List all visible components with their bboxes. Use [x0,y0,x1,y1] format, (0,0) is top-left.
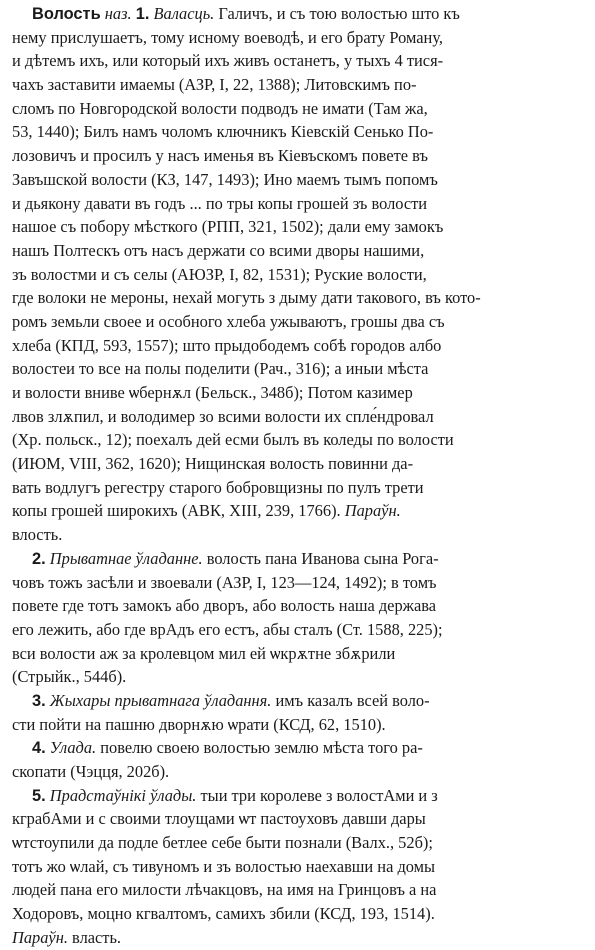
quote-line: чахъ заставити имаемы (АЗР, І, 22, 1388); Литовскимъ по- [12,75,417,95]
quote-line-last [12,499,581,523]
quote-line: и волости вниве ѡбернѫл (Бельск., 348б); Потом казимер [12,383,413,402]
quote-line: човъ тожъ засѣли и звоевали (АЗР, І, 123—124, 1492); в томъ [12,572,437,592]
quote-line: и дѣтемъ ихъ, или который ихъ живъ останетъ, у тыхъ 4 тися- [12,51,444,71]
quote-line: ѡтстоупили да подле бетлее себе быти познали (Валх., 52б); [12,833,433,853]
sense-gloss: Прадстаўнікі ўлады. [49,785,197,805]
quote-line: лозовичъ и просилъ у насъ именья въ Кіевъскомъ повете въ [12,146,428,166]
quote-line: ромъ земьли своее и особного хлеба ужываютъ, грошы два съ [12,311,445,331]
quote-line: лвов злѫпил, и володимер зо всими волости их спле́ндровал [12,406,434,426]
sense-3 [12,689,581,736]
sense-3-line-1 [12,689,581,713]
compare-line [12,926,581,950]
sense-gloss: Улада. [49,738,97,758]
quote-text: имъ казалъ всей воло- [275,690,430,710]
quote-text: копы грошей широкихъ (АВК, XIII, 239, 1766). [12,501,341,521]
part-of-speech: наз. [104,4,132,23]
sense-gloss: Жыхары прыватнага ўладання. [49,690,272,710]
sense-number: 4. [32,739,46,758]
sense-1-line-1 [12,2,581,26]
sense-number: 2. [32,549,46,568]
quote-line: тотъ жо ѡлай, съ тивуномъ и зъ волостью наехавши на домы [12,856,436,876]
quote-text: Галичъ, и съ тою волостью што къ [218,4,460,23]
quote-line: кграбАми и с своими тлоущами ѡт пастоуховъ давши дары [12,809,426,829]
sense-5 [12,784,581,950]
quote-line: вать водлугъ регестру старого бобровщизны по пулъ трети [12,477,424,497]
compare-word: власть. [72,927,122,947]
compare-word: влость. [12,525,63,545]
quote-line: нему прислушаетъ, тому исному воеводѣ, и его брату Роману, [12,27,443,47]
quote-text: волость пана Иванова сына Рога- [206,548,439,568]
quote-line: нашъ Полтескъ отъ насъ держати со всими дворы нашими, [12,240,425,260]
quote-line: повете где тотъ замокъ або дворъ, або волость наша держава [12,596,437,616]
quote-line: и дьякону давати въ годъ ... по тры копы грошей зъ волости [12,193,428,213]
sense-number: 1. [135,5,150,23]
headword: Волость [32,5,101,23]
quote-text: тыи три королеве з волостАми и з [200,785,438,805]
sense-2 [12,547,581,689]
sense-2-line-1 [12,547,581,571]
sense-5-line-1 [12,784,581,808]
sense-gloss: Валасць. [153,4,215,23]
sense-4-line-1 [12,736,581,760]
sense-4 [12,736,581,783]
quote-line: зъ волостми и съ селы (АЮЗР, І, 82, 1531); Руские волости, [12,264,427,284]
quote-line: хлеба (КПД, 593, 1557); што прыдободемъ собѣ городов албо [12,335,442,355]
quote-line: сломъ по Новгородской волости подводъ не имати (Там жа, [12,98,428,118]
quote-line: (Стрыйк., 544б). [12,667,127,687]
quote-line: Ходоровъ, моцно кгвалтомъ, самихъ збили (КСД, 193, 1514). [12,904,435,924]
quote-line: людей пана его милости лѣчакцовъ, на имя на Гринцовъ а на [12,880,437,900]
quote-line: его лежить, або где врАдъ его естъ, абы сталъ (Ст. 1588, 225); [12,619,443,639]
compare-label: Параўн. [12,927,68,947]
quote-line: (Хр. польск., 12); поехалъ дей есми былъ въ коледы по волости [12,430,454,450]
quote-line: сти пойти на пашню дворнѫю ѡрати (КСД, 62, 1510). [12,714,386,734]
sense-number: 5. [32,786,46,805]
quote-line: Завъшской волости (КЗ, 147, 1493); Ино маемъ тымъ попомъ [12,169,438,189]
compare-label: Параўн. [344,501,401,521]
quote-line: (ИЮМ, VIII, 362, 1620); Нищинская волость повинни да- [12,454,414,474]
sense-1 [12,2,581,547]
quote-text: повелю своею волостью землю мѣста того ра- [100,738,423,758]
sense-gloss: Прыватнае ўладанне. [49,548,203,568]
quote-line: волостеи то все на полы поделити (Рач., 316); а иныи мѣста [12,359,429,379]
quote-line: скопати (Чэцця, 202б). [12,762,170,781]
quote-line: 53, 1440); Билъ намъ чоломъ ключникъ Кіевскій Сенько По- [12,122,434,142]
quote-line: где волоки не мероны, нехай могуть з дыму дати такового, въ кото- [12,288,481,308]
sense-number: 3. [32,691,46,710]
quote-line: нашое съ побору мѣсткого (РПП, 321, 1502); дали ему замокъ [12,217,444,237]
quote-line: вси волости аж за кролевцом мил ей ѡкрѫтне збѫрили [12,643,396,663]
